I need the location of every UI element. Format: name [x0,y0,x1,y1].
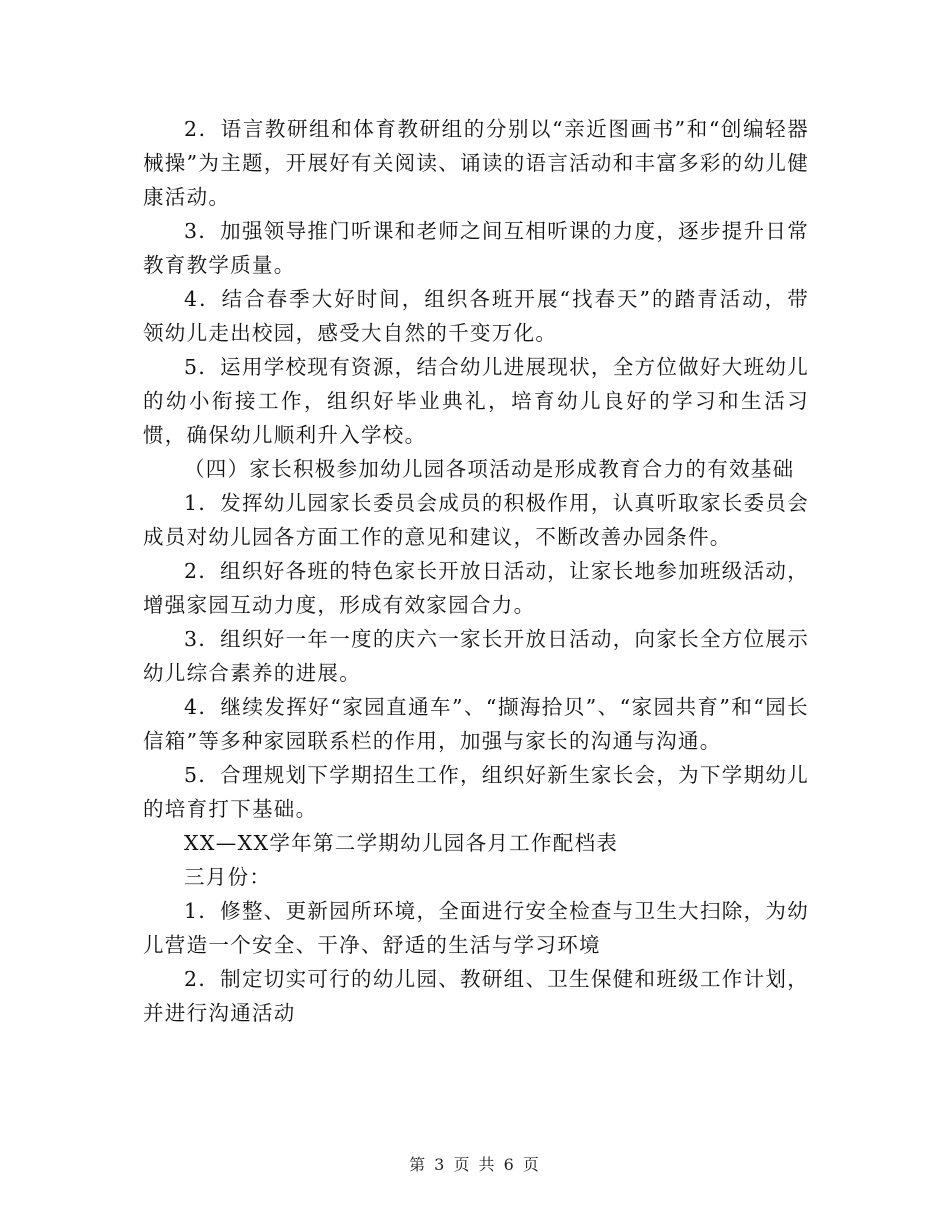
paragraph-language-pe-groups: 2．语言教研组和体育教研组的分别以“亲近图画书”和“创编轻器械操”为主题，开展好有关阅读、诵读的语言活动和丰富多彩的幼儿健康活动。 [143,117,809,209]
paragraph-spring-outing: 4．结合春季大好时间，组织各班开展“找春天”的踏青活动，带领幼儿走出校园，感受大自然的千变万化。 [143,287,809,345]
paragraph-lesson-observation: 3．加强领导推门听课和老师之间互相听课的力度，逐步提升日常教育教学质量。 [143,219,809,277]
month-label-march: 三月份： [184,865,272,889]
document-body [143,112,809,1030]
section-heading-parents: （四）家长积极参加幼儿园各项活动是形成教育合力的有效基础 [184,457,795,481]
paragraph-march-plans: 2．制定切实可行的幼儿园、教研组、卫生保健和班级工作计划，并进行沟通活动 [143,967,809,1025]
page-number-footer: 第 3 页 共 6 页 [409,1155,541,1174]
paragraph-school-transition: 5．运用学校现有资源，结合幼儿进展现状，全方位做好大班幼儿的幼小衔接工作，组织好毕业典礼，培育幼儿良好的学习和生活习惯，确保幼儿顺利升入学校。 [143,355,809,447]
paragraph-open-day: 2．组织好各班的特色家长开放日活动，让家长地参加班级活动，增强家园互动力度，形成有效家园合力。 [143,559,809,617]
paragraph-childrens-day: 3．组织好一年一度的庆六一家长开放日活动，向家长全方位展示幼儿综合素养的进展。 [143,627,809,685]
paragraph-enrollment: 5．合理规划下学期招生工作，组织好新生家长会，为下学期幼儿的培育打下基础。 [143,763,809,821]
paragraph-parent-committee: 1．发挥幼儿园家长委员会成员的积极作用，认真听取家长委员会成员对幼儿园各方面工作的意见和建议，不断改善办园条件。 [143,491,809,549]
schedule-table-title: XX—XX学年第二学期幼儿园各月工作配档表 [184,831,619,855]
paragraph-contact-boards: 4．继续发挥好“家园直通车”、“撷海拾贝”、“家园共育”和“园长信箱”等多种家园联系栏的作用，加强与家长的沟通与沟通。 [143,695,809,753]
paragraph-march-environment: 1．修整、更新园所环境，全面进行安全检查与卫生大扫除，为幼儿营造一个安全、干净、舒适的生活与学习环境 [143,899,809,957]
